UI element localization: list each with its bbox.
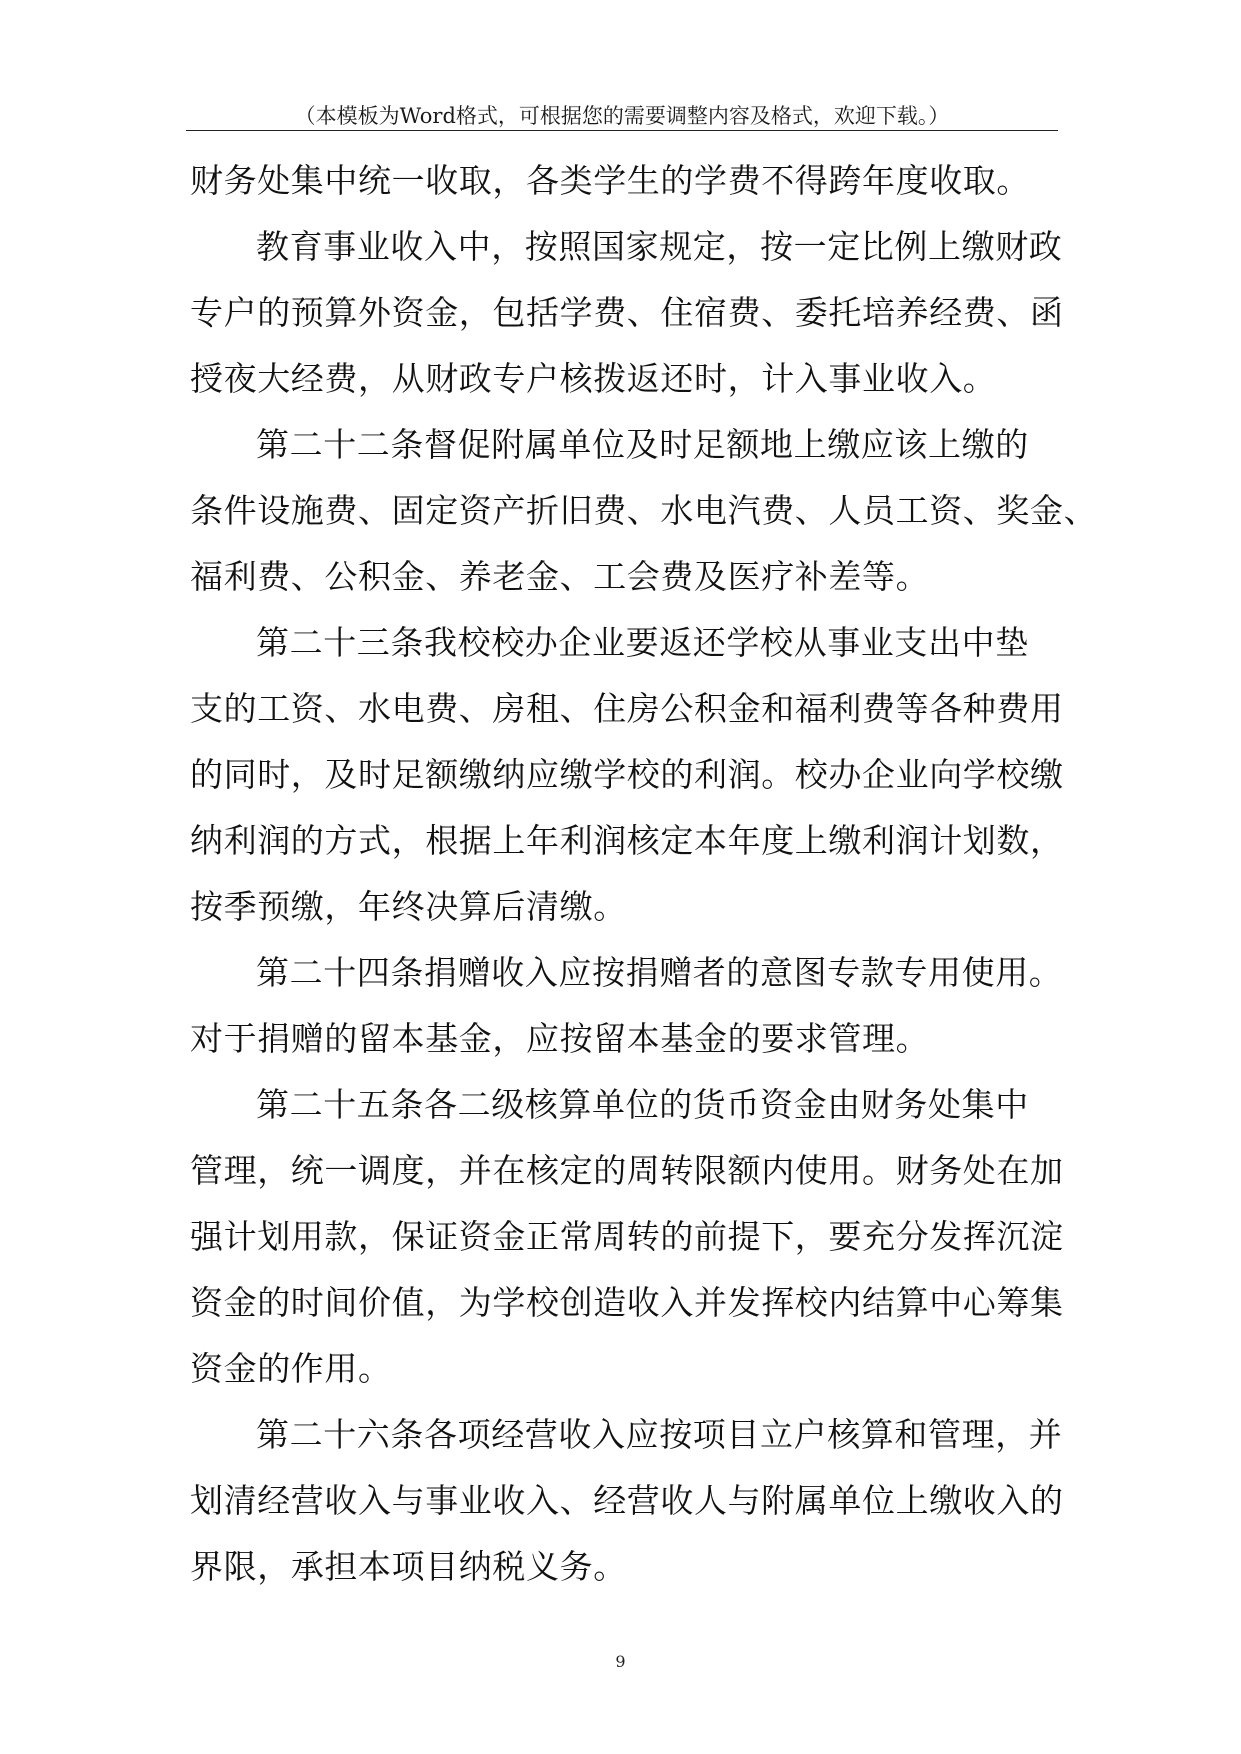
text-line: 管理，统一调度，并在核定的周转限额内使用。财务处在加 [190, 1151, 1064, 1190]
page-number: 9 [615, 1652, 626, 1671]
text-line: 第二十三条我校校办企业要返还学校从事业支出中垫 [256, 623, 1029, 662]
text-line: 福利费、公积金、养老金、工会费及医疗补差等。 [190, 557, 930, 596]
text-line: 划清经营收入与事业收入、经营收人与附属单位上缴收入的 [190, 1481, 1064, 1520]
text-line: 界限，承担本项目纳税义务。 [190, 1547, 627, 1586]
text-line: 财务处集中统一收取，各类学生的学费不得跨年度收取。 [190, 161, 1030, 200]
header-note: （本模板为Word格式，可根据您的需要调整内容及格式，欢迎下载。） [294, 104, 950, 128]
text-line: 纳利润的方式，根据上年利润核定本年度上缴利润计划数， [190, 821, 1064, 860]
text-line: 资金的时间价值，为学校创造收入并发挥校内结算中心筹集 [190, 1283, 1064, 1322]
text-line: 授夜大经费，从财政专户核拨返还时，计入事业收入。 [190, 359, 997, 398]
text-line: 强计划用款，保证资金正常周转的前提下，要充分发挥沉淀 [190, 1217, 1064, 1256]
header-divider [186, 130, 1058, 131]
text-line: 教育事业收入中，按照国家规定，按一定比例上缴财政 [256, 227, 1063, 266]
text-line: 专户的预算外资金，包括学费、住宿费、委托培养经费、函 [190, 293, 1064, 332]
text-line: 第二十四条捐赠收入应按捐赠者的意图专款专用使用。 [256, 953, 1063, 992]
document-body [190, 148, 1098, 1600]
text-line: 条件设施费、固定资产折旧费、水电汽费、人员工资、奖金、 [190, 491, 1098, 530]
text-line: 资金的作用。 [190, 1349, 392, 1388]
text-line: 支的工资、水电费、房租、住房公积金和福利费等各种费用 [190, 689, 1064, 728]
text-line: 第二十五条各二级核算单位的货币资金由财务处集中 [256, 1085, 1029, 1124]
text-line: 第二十二条督促附属单位及时足额地上缴应该上缴的 [256, 425, 1029, 464]
text-line: 的同时，及时足额缴纳应缴学校的利润。校办企业向学校缴 [190, 755, 1064, 794]
text-line: 第二十六条各项经营收入应按项目立户核算和管理，并 [256, 1415, 1063, 1454]
text-line: 按季预缴，年终决算后清缴。 [190, 887, 627, 926]
text-line: 对于捐赠的留本基金，应按留本基金的要求管理。 [190, 1019, 930, 1058]
